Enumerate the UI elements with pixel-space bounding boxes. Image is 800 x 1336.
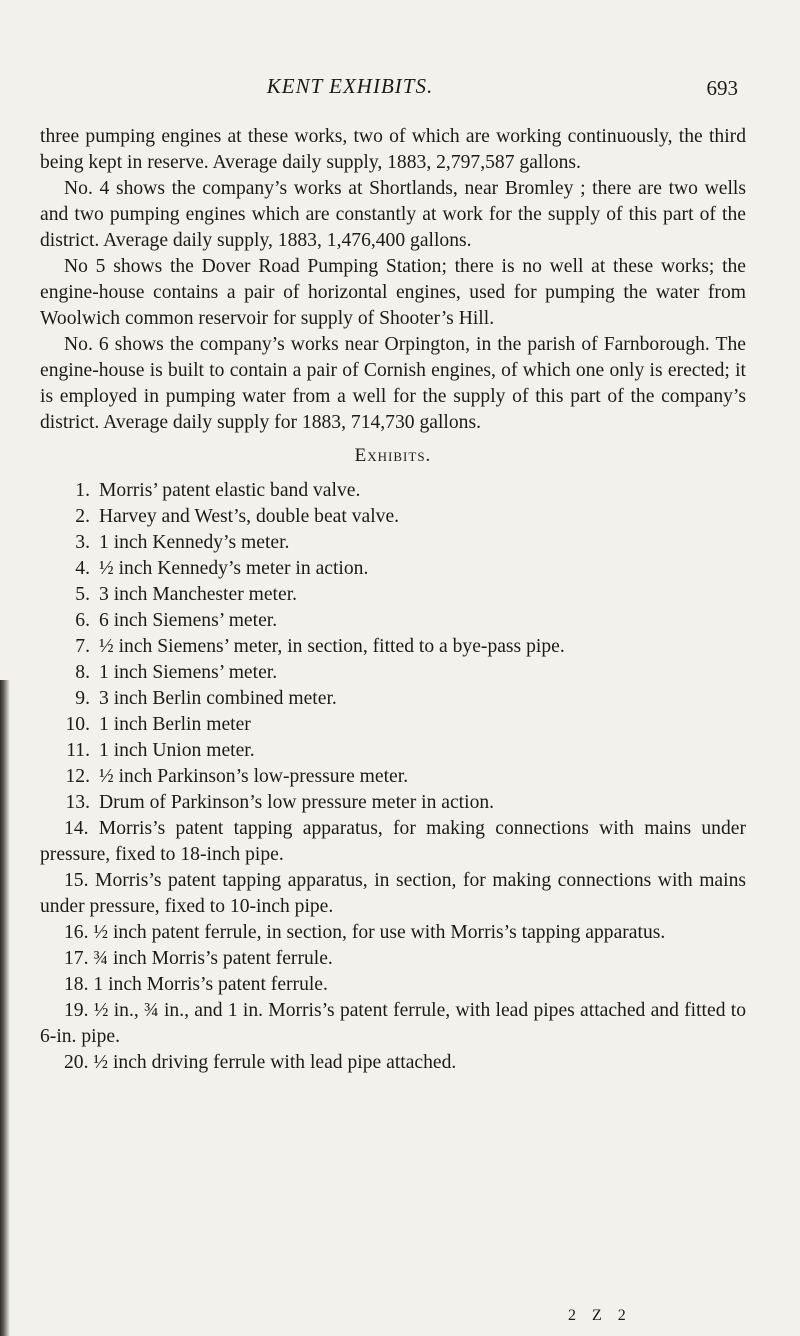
list-item [40,712,746,738]
item-number: 5. [75,584,90,605]
list-item: 15. Morris’s patent tapping apparatus, in section, for making connections with mains under pressure, fixed to 10-inch pipe. [40,870,746,917]
page-number: 693 [706,76,738,100]
item-text: 1 inch Union meter. [99,740,255,761]
item-number: 6. [75,610,90,631]
section-heading: Exhibits. [354,445,432,466]
item-number: 13. [65,792,90,813]
list-item: 14. Morris’s patent tapping apparatus, for making connections with mains under pressure, fixed to 18-inch pipe. [40,818,746,865]
item-text: ½ inch Siemens’ meter, in section, fitted to a bye-pass pipe. [99,636,565,657]
item-text: 1 inch Berlin meter [99,714,251,735]
signature-mark: 2 Z 2 [568,1307,632,1324]
body-text [40,124,746,1076]
list-item [40,504,746,530]
item-text: 3 inch Manchester meter. [99,584,298,605]
item-number: 8. [75,662,90,683]
item-number: 2. [75,506,90,527]
list-item [40,634,746,660]
running-head [0,74,800,104]
list-item [40,608,746,634]
list-item: 17. ¾ inch Morris’s patent ferrule. [64,948,333,969]
list-item [40,738,746,764]
list-item: 16. ½ inch patent ferrule, in section, for use with Morris’s tapping apparatus. [64,922,666,943]
item-number: 4. [75,558,90,579]
list-item [40,478,746,504]
item-text: Harvey and West’s, double beat valve. [99,506,400,527]
list-item [40,660,746,686]
item-number: 7. [75,636,90,657]
list-item [40,556,746,582]
paragraph: No. 4 shows the company’s works at Shortlands, near Bromley ; there are two wells and two pumping engines which are constantly at work for the supply of this part of the district. Average daily supply, 1883, 1,476,400 gallons. [40,178,746,251]
list-item [40,530,746,556]
list-item: 19. ½ in., ¾ in., and 1 in. Morris’s patent ferrule, with lead pipes attached and fitted to 6-in. pipe. [40,1000,746,1047]
item-number: 10. [65,714,90,735]
exhibit-list [40,478,746,816]
item-text: ½ inch Kennedy’s meter in action. [99,558,369,579]
item-number: 1. [75,480,90,501]
running-title: KENT EXHIBITS. [266,74,434,98]
paragraph: No 5 shows the Dover Road Pumping Station; there is no well at these works; the engine-house contains a pair of horizontal engines, used for pumping the water from Woolwich common reservoir for supply of Shooter’s Hill. [40,256,746,329]
binding-shadow [0,680,10,1336]
item-text: 3 inch Berlin combined meter. [99,688,337,709]
list-item [40,686,746,712]
item-number: 12. [65,766,90,787]
item-number: 9. [75,688,90,709]
item-text: Drum of Parkinson’s low pressure meter in action. [99,792,495,813]
item-text: 1 inch Kennedy’s meter. [99,532,290,553]
item-number: 3. [75,532,90,553]
list-item [40,582,746,608]
paragraph: three pumping engines at these works, two of which are working continuously, the third being kept in reserve. Average daily supply, 1883, 2,797,587 gallons. [40,126,746,173]
item-text: ½ inch Parkinson’s low-pressure meter. [99,766,409,787]
list-item: 18. 1 inch Morris’s patent ferrule. [64,974,328,995]
list-item [40,790,746,816]
item-text: 6 inch Siemens’ meter. [99,610,278,631]
item-number: 11. [66,740,90,761]
list-item: 20. ½ inch driving ferrule with lead pipe attached. [64,1052,457,1073]
item-text: Morris’ patent elastic band valve. [99,480,361,501]
list-item [40,764,746,790]
paragraph: No. 6 shows the company’s works near Orpington, in the parish of Farnborough. The engine-house is built to contain a pair of Cornish engines, of which one only is erected; it is employed in pumping water from a well for the supply of this part of the company’s district. Average daily supply for 1883, 714,730 gallons. [40,334,746,433]
item-text: 1 inch Siemens’ meter. [99,662,278,683]
